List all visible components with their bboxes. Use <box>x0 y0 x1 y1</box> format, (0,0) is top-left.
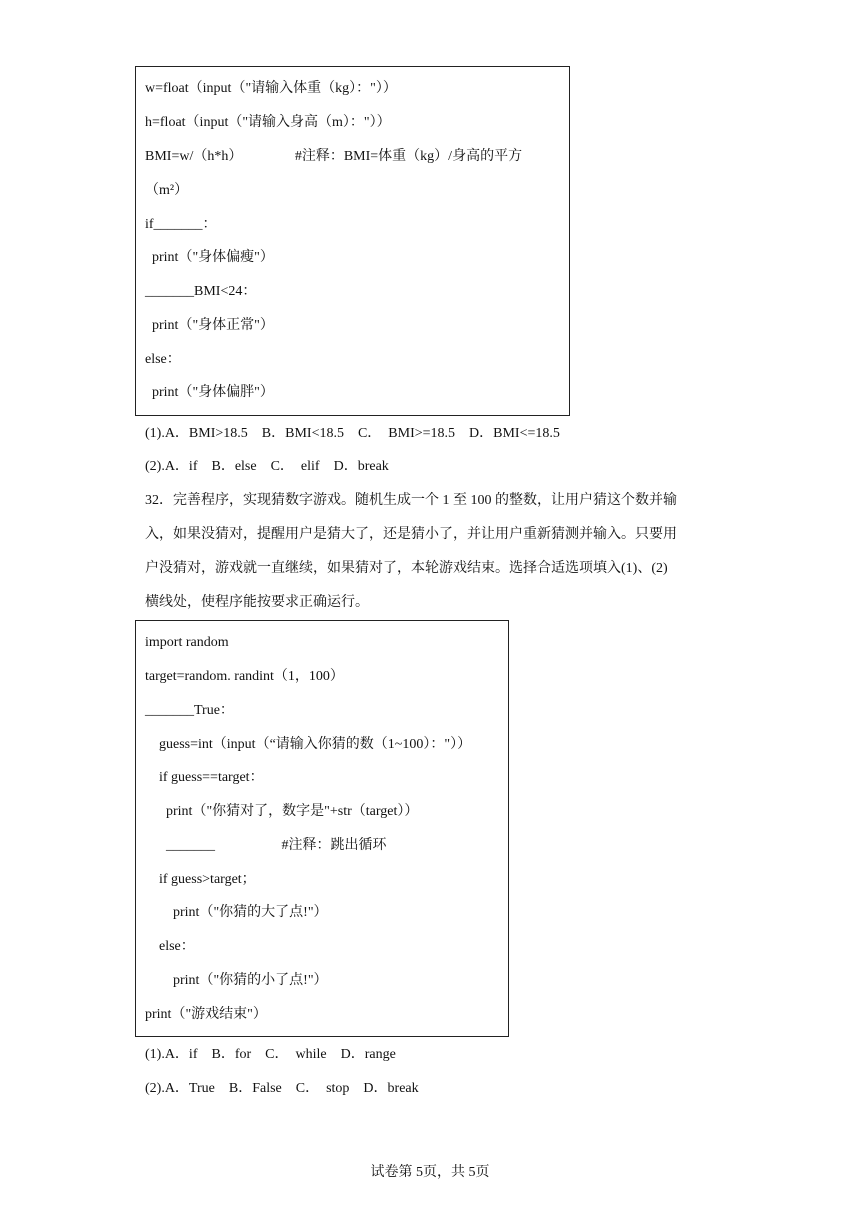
option-line: (2).A．True B．False C． stop D．break <box>145 1081 419 1096</box>
question-text: 横线处，使程序能按要求正确运行。 <box>145 595 369 610</box>
question-text: 32．完善程序，实现猜数字游戏。随机生成一个 1 至 100 的整数，让用户猜这个数并输 <box>145 493 677 508</box>
code-line: import random <box>145 635 229 650</box>
code-line: if guess==target： <box>145 770 264 785</box>
option-line: (1).A．BMI>18.5 B．BMI<18.5 C． BMI>=18.5 D．BMI<=18.5 <box>145 426 560 441</box>
question-text: 入，如果没猜对，提醒用户是猜大了，还是猜小了，并让用户重新猜测并输入。只要用 <box>145 527 677 542</box>
code-line: print（"身体偏胖"） <box>145 385 274 400</box>
question-text: 户没猜对，游戏就一直继续，如果猜对了，本轮游戏结束。选择合适选项填入(1)、(2) <box>145 561 668 576</box>
code-line: else： <box>145 939 195 954</box>
code-line: print（"游戏结束"） <box>145 1007 267 1022</box>
code-line: print（"你猜的小了点!"） <box>145 973 328 988</box>
code-line: if guess>target； <box>145 872 256 887</box>
code-line: _______BMI<24： <box>145 284 257 299</box>
code-line: w=float（input（"请输入体重（kg）："）） <box>145 81 397 96</box>
code-line: print（"身体偏瘦"） <box>145 250 274 265</box>
code-line: _______ #注释：跳出循环 <box>145 838 387 853</box>
code-line: BMI=w/（h*h） #注释：BMI=体重（kg）/身高的平方 <box>145 149 523 164</box>
code-line: print（"身体正常"） <box>145 318 274 333</box>
code-line: else： <box>145 352 181 367</box>
code-line: target=random. randint（1，100） <box>145 669 344 684</box>
option-line: (2).A．if B．else C． elif D．break <box>145 459 389 474</box>
option-line: (1).A．if B．for C． while D．range <box>145 1047 396 1062</box>
code-line: _______True： <box>145 703 234 718</box>
code-line: if_______： <box>145 217 217 232</box>
code-line: （m²） <box>145 183 189 198</box>
code-line: guess=int（input（“请输入你猜的数（1~100）："）） <box>145 737 472 752</box>
code-line: print（"你猜的大了点!"） <box>145 905 328 920</box>
page-footer: 试卷第 5页，共 5页 <box>370 1165 490 1180</box>
code-line: print（"你猜对了，数字是"+str（target）） <box>145 804 419 819</box>
code-line: h=float（input（"请输入身高（m）："）） <box>145 115 391 130</box>
